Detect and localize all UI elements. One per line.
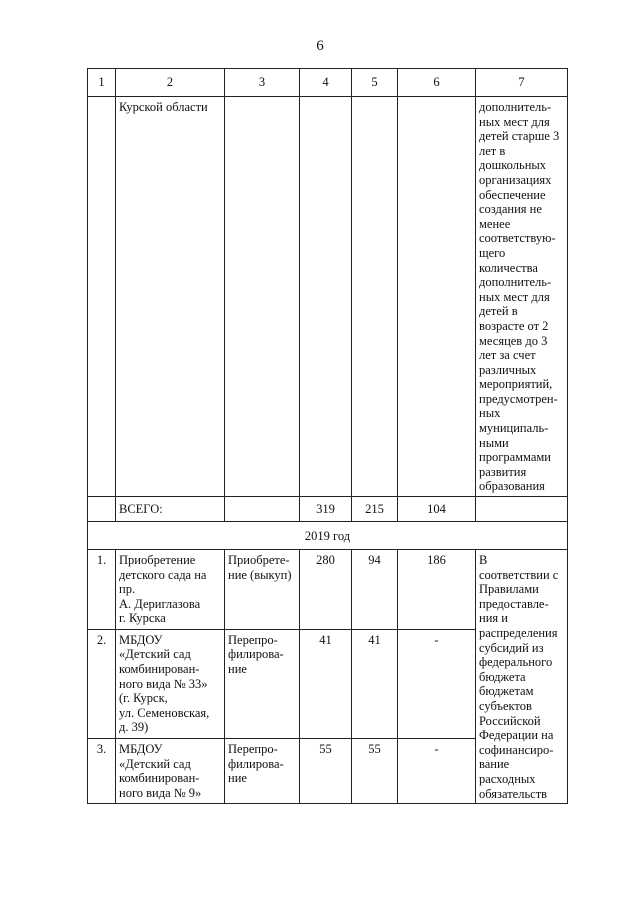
text-line: менее bbox=[479, 216, 511, 231]
header-cell: 2 bbox=[116, 69, 225, 97]
continuation-row bbox=[88, 97, 568, 497]
text-line: ния и bbox=[479, 611, 508, 626]
text-line: бюджета bbox=[479, 669, 526, 684]
total-col6: 104 bbox=[398, 497, 476, 522]
value-col5: 94 bbox=[352, 550, 398, 630]
object-name-cell bbox=[116, 739, 225, 804]
header-cell: 1 bbox=[88, 69, 116, 97]
value-col4: 55 bbox=[300, 739, 352, 804]
table-cell bbox=[88, 97, 116, 497]
value-col6: - bbox=[398, 629, 476, 738]
text-line: детей старше 3 bbox=[479, 129, 560, 144]
value-col4: 41 bbox=[300, 629, 352, 738]
text-line: расходных bbox=[479, 771, 536, 786]
text-line: Перепро- bbox=[228, 632, 278, 647]
text-line: Приобрете- bbox=[228, 553, 290, 568]
text-line: месяцев до 3 bbox=[479, 333, 548, 348]
text-line: Российской bbox=[479, 713, 541, 728]
text-line: обеспечение bbox=[479, 187, 546, 202]
action-type-cell bbox=[225, 629, 300, 738]
text-line: МБДОУ bbox=[119, 742, 163, 757]
text-line: дополнитель- bbox=[479, 275, 552, 290]
text-line: комбинирован- bbox=[119, 662, 200, 676]
value-col5: 41 bbox=[352, 629, 398, 738]
text-line: предоставле- bbox=[479, 596, 549, 611]
text-line: (г. Курск, bbox=[119, 691, 168, 706]
table-cell bbox=[352, 97, 398, 497]
table-row bbox=[88, 550, 568, 630]
text-line: программами bbox=[479, 450, 551, 465]
text-line: бюджетам bbox=[479, 684, 534, 699]
text-line: МБДОУ bbox=[119, 632, 163, 647]
text-line: Приобретение bbox=[119, 553, 196, 568]
text-line: Федерации на bbox=[479, 728, 554, 743]
text-line: филирова- bbox=[228, 647, 284, 662]
text-line: создания не bbox=[479, 202, 542, 217]
object-name-cell bbox=[116, 550, 225, 630]
text-line: щего bbox=[479, 245, 506, 260]
text-line: мероприятий, bbox=[479, 377, 553, 392]
value-col6: - bbox=[398, 739, 476, 804]
total-col5: 215 bbox=[352, 497, 398, 522]
text-line: организациях bbox=[479, 172, 552, 187]
text-line: лет за счет bbox=[479, 348, 536, 363]
text-line: ного вида № 33» bbox=[119, 676, 208, 691]
text-line: «Детский сад bbox=[119, 756, 191, 771]
table-cell bbox=[398, 97, 476, 497]
text-line: развития bbox=[479, 464, 527, 479]
text-line: Перепро- bbox=[228, 742, 278, 757]
table-cell bbox=[88, 497, 116, 522]
text-line: соответствии с bbox=[479, 567, 559, 582]
text-line: ных bbox=[479, 406, 501, 421]
text-line: дополнитель- bbox=[479, 100, 552, 114]
text-line: субъектов bbox=[479, 698, 532, 713]
header-cell: 7 bbox=[476, 69, 568, 97]
text-line: софинансиро- bbox=[479, 742, 554, 757]
text-line: А. Дериглазова bbox=[119, 596, 201, 611]
text-line: вание bbox=[479, 757, 510, 772]
text-line: дошкольных bbox=[479, 158, 547, 173]
text-line: ние bbox=[228, 771, 247, 786]
year-heading: 2019 год bbox=[88, 522, 568, 550]
program-table bbox=[87, 68, 568, 804]
row-number: 2. bbox=[88, 629, 116, 738]
value-col5: 55 bbox=[352, 739, 398, 804]
text-line: В bbox=[479, 553, 488, 568]
text-line: возрасте от 2 bbox=[479, 318, 549, 333]
text-line: комбинирован- bbox=[119, 771, 200, 786]
value-col4: 280 bbox=[300, 550, 352, 630]
text-line: соответствую- bbox=[479, 231, 556, 246]
text-line: ул. Семеновская, bbox=[119, 705, 210, 720]
text-line: филирова- bbox=[228, 756, 284, 771]
text-line: федерального bbox=[479, 655, 553, 670]
text-line: субсидий из bbox=[479, 640, 544, 655]
page-number: 6 bbox=[316, 38, 324, 54]
header-row bbox=[88, 69, 568, 97]
text-line: обязательств bbox=[479, 786, 548, 801]
text-line: Правилами bbox=[479, 582, 539, 597]
text-line: «Детский сад bbox=[119, 647, 191, 662]
table-cell bbox=[225, 97, 300, 497]
row-number: 3. bbox=[88, 739, 116, 804]
year-row bbox=[88, 522, 568, 550]
header-cell: 6 bbox=[398, 69, 476, 97]
note-cell bbox=[476, 550, 568, 804]
text-line: г. Курска bbox=[119, 611, 166, 626]
table-cell bbox=[476, 497, 568, 522]
text-line: детского сада на bbox=[119, 567, 207, 582]
text-line: образования bbox=[479, 479, 545, 494]
text-line: пр. bbox=[119, 582, 136, 597]
table-cell bbox=[300, 97, 352, 497]
action-type-cell bbox=[225, 739, 300, 804]
text-line: ных мест для bbox=[479, 289, 550, 304]
object-name-cell bbox=[116, 629, 225, 738]
action-type-cell bbox=[225, 550, 300, 630]
header-cell: 5 bbox=[352, 69, 398, 97]
text-line: ние bbox=[228, 662, 247, 676]
text-line: распределения bbox=[479, 626, 558, 640]
text-line: ными bbox=[479, 435, 509, 450]
text-line: предусмотрен- bbox=[479, 391, 558, 406]
total-col4: 319 bbox=[300, 497, 352, 522]
text-line: количества bbox=[479, 260, 538, 275]
text-line: ных мест для bbox=[479, 114, 550, 129]
total-row bbox=[88, 497, 568, 522]
text-line: лет в bbox=[479, 143, 506, 158]
region-name-cell: Курской области bbox=[116, 97, 225, 497]
table-cell bbox=[225, 497, 300, 522]
text-line: ного вида № 9» bbox=[119, 785, 202, 800]
text-line: детей в bbox=[479, 304, 518, 319]
header-cell: 3 bbox=[225, 69, 300, 97]
text-line: различных bbox=[479, 362, 537, 377]
note-cell bbox=[476, 97, 568, 497]
text-line: муниципаль- bbox=[479, 421, 549, 436]
text-line: д. 39) bbox=[119, 720, 149, 735]
value-col6: 186 bbox=[398, 550, 476, 630]
header-cell: 4 bbox=[300, 69, 352, 97]
text-line: ние (выкуп) bbox=[228, 567, 292, 582]
row-number: 1. bbox=[88, 550, 116, 630]
total-label: ВСЕГО: bbox=[116, 497, 225, 522]
